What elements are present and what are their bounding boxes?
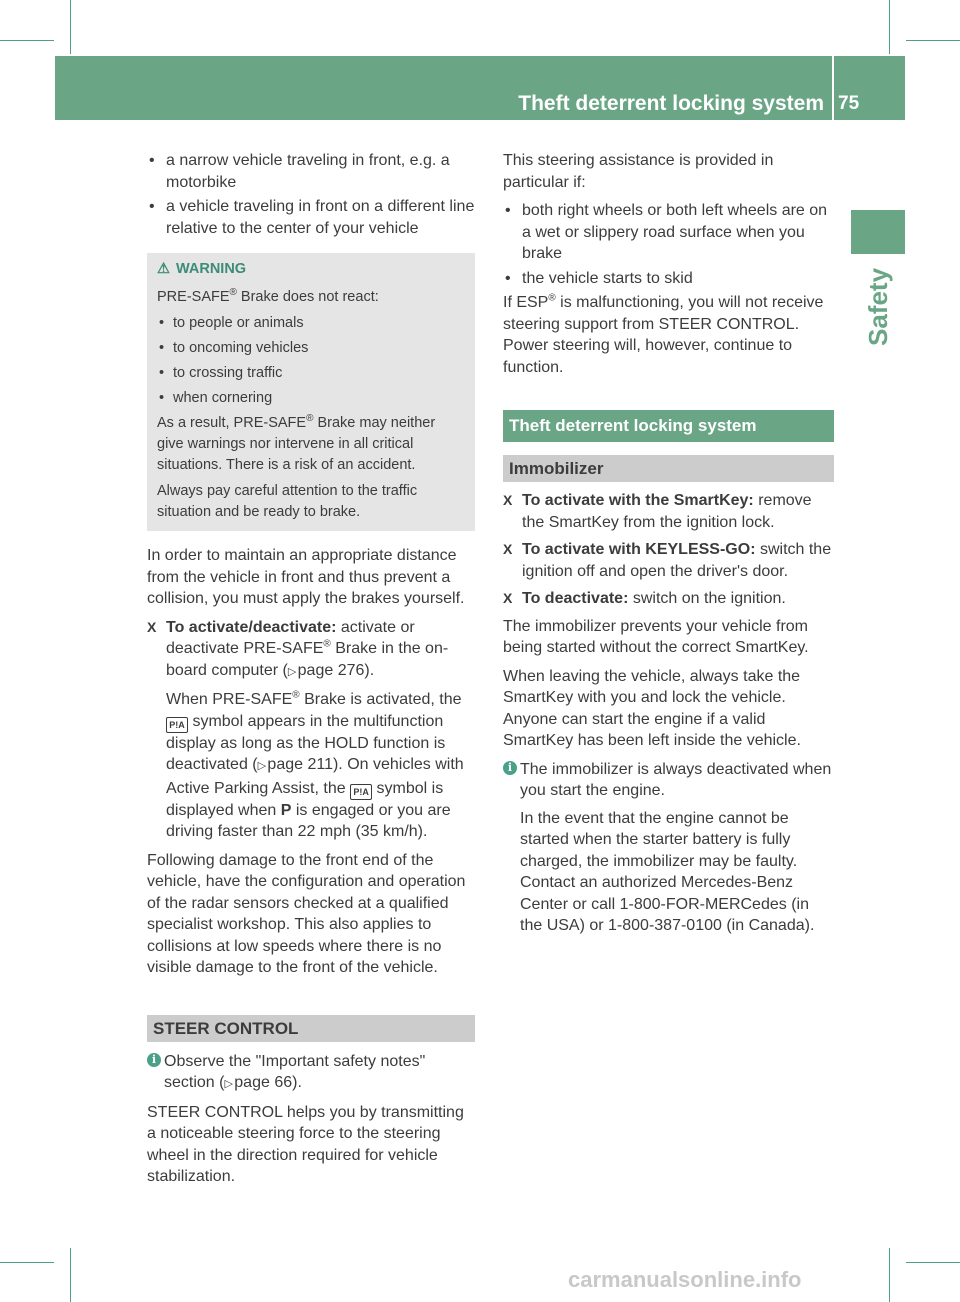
list-item: • both right wheels or both left wheels are on a wet or slippery road surface when you brake	[503, 200, 834, 265]
crop-mark	[906, 1262, 960, 1263]
warning-heading	[157, 259, 465, 280]
page-ref-link[interactable]: page 66	[234, 1074, 293, 1091]
paragraph: If ESP® is malfunctioning, you will not receive steering support from STEER CONTROL. Power steering will, however, continue to function.	[503, 292, 824, 376]
section-heading-steer: STEER CONTROL	[147, 1015, 475, 1042]
gear-position: P	[280, 801, 292, 819]
step-label: To deactivate:	[522, 590, 629, 607]
paragraph: STEER CONTROL helps you by transmitting a noticeable steering force to the steering wheel in the direction required for vehicle stabilization.	[147, 1103, 464, 1185]
info-note-detail: In the event that the engine cannot be started when the starter battery is fully charged, the immobilizer may be faulty. Contact an authorized Mercedes-Benz Center or call 1-800-FOR-MERCedes (in the USA) or 1-800-387-0100 (in Canada).	[520, 809, 815, 934]
step-label: To activate with the SmartKey:	[522, 492, 754, 509]
section-heading-theft: Theft deterrent locking system	[503, 410, 834, 442]
crop-mark	[70, 0, 71, 54]
warning-icon: ⚠	[157, 261, 170, 277]
brake-hold-symbol-icon: P!A	[166, 717, 188, 733]
registered-mark: ®	[229, 287, 237, 299]
warning-list-item: • to oncoming vehicles	[157, 338, 465, 359]
page-number: 75	[838, 93, 860, 114]
page-ref-link[interactable]: page 211	[267, 756, 333, 773]
page-title: Theft deterrent locking system	[518, 92, 824, 115]
page-ref-link[interactable]: page 276	[297, 661, 365, 679]
warning-consequence: As a result, PRE-SAFE® Brake may neither give warnings nor intervene in all critical situations. There is a risk of an accident.	[157, 413, 436, 473]
info-icon: i	[147, 1053, 161, 1067]
right-column	[503, 150, 834, 937]
crop-mark	[889, 0, 890, 54]
chapter-label: Safety	[863, 267, 893, 346]
info-icon: i	[503, 761, 517, 775]
warning-intro: PRE-SAFE® Brake does not react:	[157, 287, 379, 305]
left-column	[147, 150, 475, 1195]
crop-mark	[70, 1248, 71, 1302]
warning-list-item: • to crossing traffic	[157, 363, 465, 384]
warning-title: WARNING	[176, 261, 247, 277]
subsection-heading-immobilizer: Immobilizer	[503, 455, 834, 482]
page-ref-icon: ▷	[287, 665, 297, 678]
registered-mark: ®	[323, 638, 331, 650]
list-item: • the vehicle starts to skid	[503, 268, 834, 290]
brake-hold-symbol-icon: P!A	[350, 784, 372, 800]
warning-box	[147, 253, 475, 531]
paragraph: Following damage to the front end of the vehicle, have the configuration and operation of the radar sensors checked at a qualified specialist workshop. This also applies to collisions at low speeds where there is no visible damage to the front of the vehicle.	[147, 851, 466, 976]
crop-mark	[0, 1262, 54, 1263]
list-item: • a narrow vehicle traveling in front, e.g. a motorbike	[147, 150, 475, 193]
warning-list-item: • when cornering	[157, 388, 465, 409]
instruction-step: X To deactivate: switch on the ignition.	[503, 588, 834, 610]
step-arrow-icon: X	[503, 541, 513, 557]
paragraph: The immobilizer prevents your vehicle from being started without the correct SmartKey.	[503, 617, 809, 656]
info-note: i The immobilizer is always deactivated when you start the engine.	[503, 759, 834, 802]
crop-mark	[0, 40, 54, 41]
paragraph: This steering assistance is provided in particular if:	[503, 152, 774, 191]
info-note: i Observe the "Important safety notes" section (▷ page 66).	[147, 1051, 475, 1096]
instruction-step: X To activate with KEYLESS-GO: switch the ignition off and open the driver's door.	[503, 541, 832, 580]
warning-advice: Always pay careful attention to the traffic situation and be ready to brake.	[157, 483, 418, 520]
chapter-tab	[851, 210, 905, 254]
registered-mark: ®	[306, 413, 314, 425]
header-divider	[832, 56, 834, 120]
instruction-step: X To activate with the SmartKey: remove the SmartKey from the ignition lock.	[503, 492, 812, 531]
instruction-step: X To activate/deactivate: activate or deactivate PRE-SAFE® Brake in the on-board computer (▷ page 276).	[147, 618, 449, 679]
step-detail: When PRE-SAFE® Brake is activated, the P!A symbol appears in the multifunction display as long as the HOLD function is deactivated (▷ page 211). On vehicles with Active Parking Assist, the P!A symbol is displayed when P is engaged or you are driving faster than 22 mph (35 km/h).	[166, 689, 464, 840]
page-ref-icon: ▷	[224, 1078, 233, 1090]
crop-mark	[906, 40, 960, 41]
step-arrow-icon: X	[147, 618, 157, 635]
registered-mark: ®	[548, 292, 556, 304]
step-arrow-icon: X	[503, 492, 513, 508]
list-item: • a vehicle traveling in front on a different line relative to the center of your vehicle	[147, 196, 475, 239]
step-label: To activate with KEYLESS-GO:	[522, 541, 756, 558]
registered-mark: ®	[292, 689, 300, 701]
paragraph: In order to maintain an appropriate distance from the vehicle in front and thus prevent a collision, you must apply the brakes yourself.	[147, 547, 465, 607]
warning-list-item: • to people or animals	[157, 313, 465, 334]
paragraph: When leaving the vehicle, always take the SmartKey with you and lock the vehicle. Anyone can start the engine if a valid SmartKey has been left inside the vehicle.	[503, 667, 801, 749]
page-ref-icon: ▷	[257, 760, 267, 772]
step-arrow-icon: X	[503, 590, 513, 606]
step-label: To activate/deactivate:	[166, 618, 337, 636]
watermark-text: carmanualsonline.info	[568, 1267, 802, 1292]
